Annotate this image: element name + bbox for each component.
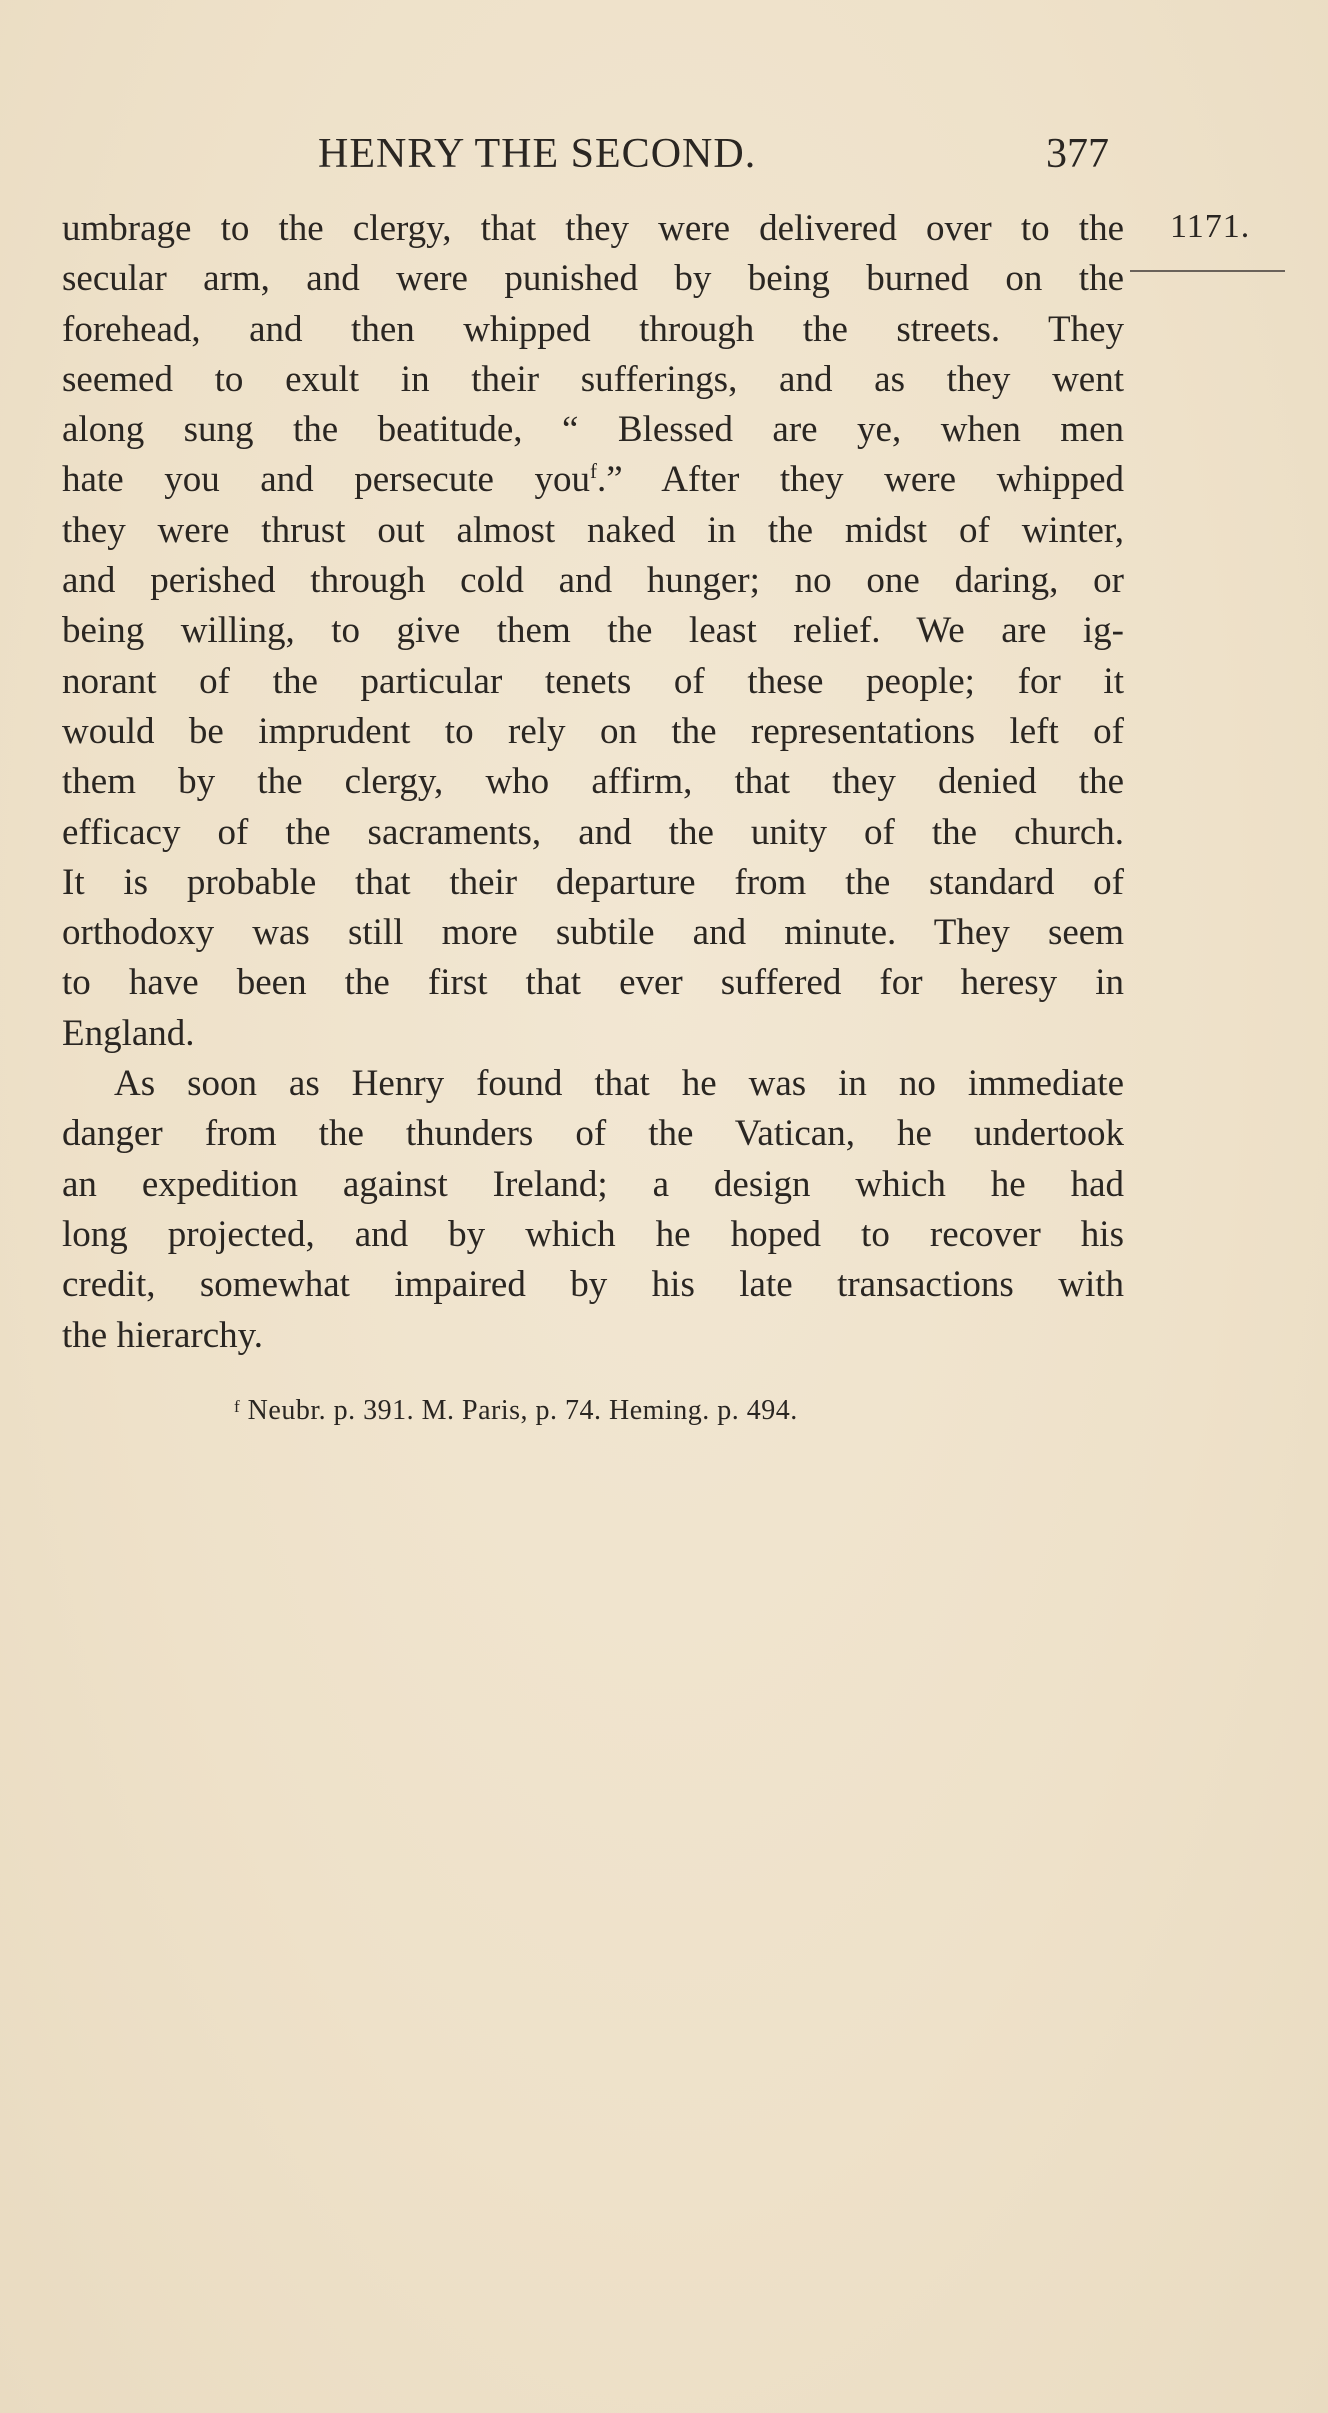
text-line: long projected, and by which he hoped to recover his xyxy=(62,1213,1124,1255)
text-line: England. xyxy=(62,1012,195,1054)
text-line: efficacy of the sacraments, and the unity of the church. xyxy=(62,811,1124,853)
text-line: them by the clergy, who affirm, that they denied the xyxy=(62,761,1124,803)
text-line: credit, somewhat impaired by his late transactions with xyxy=(62,1264,1124,1306)
running-header xyxy=(0,120,1328,180)
footnote xyxy=(234,1395,798,1427)
text-line: It is probable that their departure from the standard of xyxy=(62,861,1124,903)
text-line: the hierarchy. xyxy=(62,1314,263,1356)
text-line: an expedition against Ireland; a design which he had xyxy=(62,1163,1124,1205)
text-line: being willing, to give them the least relief. We are ig- xyxy=(62,610,1124,652)
margin-rule xyxy=(1130,270,1285,272)
text-line: danger from the thunders of the Vatican, he undertook xyxy=(62,1113,1124,1155)
text-line-end: .” After they were whipped xyxy=(597,459,1124,501)
footnote-mark: f xyxy=(234,1397,241,1416)
text-line: norant of the particular tenets of these people; for it xyxy=(62,660,1124,702)
footnote-reference: f xyxy=(590,459,598,484)
text-line: to have been the first that ever suffered for heresy in xyxy=(62,962,1124,1004)
footnote-text: Neubr. p. 391. M. Paris, p. 74. Heming. p. 494. xyxy=(240,1395,798,1426)
text-line: along sung the beatitude, “ Blessed are ye, when men xyxy=(62,409,1124,451)
text-line-paragraph-start: As soon as Henry found that he was in no immediate xyxy=(114,1063,1124,1105)
text-line: forehead, and then whipped through the streets. They xyxy=(62,308,1124,350)
body-text xyxy=(62,204,1124,1361)
text-line: orthodoxy was still more subtile and minute. They seem xyxy=(62,912,1124,954)
text-line: secular arm, and were punished by being burned on the xyxy=(62,258,1124,300)
text-line: they were thrust out almost naked in the midst of winter, xyxy=(62,509,1124,551)
text-line: umbrage to the clergy, that they were delivered over to the xyxy=(62,208,1124,249)
running-title: HENRY THE SECOND. xyxy=(318,131,757,177)
text-line: and perished through cold and hunger; no one daring, or xyxy=(62,560,1124,602)
text-line: seemed to exult in their sufferings, and as they went xyxy=(62,358,1124,400)
page-number: 377 xyxy=(1046,131,1109,177)
text-line xyxy=(62,455,1124,505)
text-line-start: hate you and persecute you xyxy=(62,459,591,501)
margin-year-note: 1171. xyxy=(1170,208,1251,245)
text-line: would be imprudent to rely on the representations left of xyxy=(62,710,1124,752)
